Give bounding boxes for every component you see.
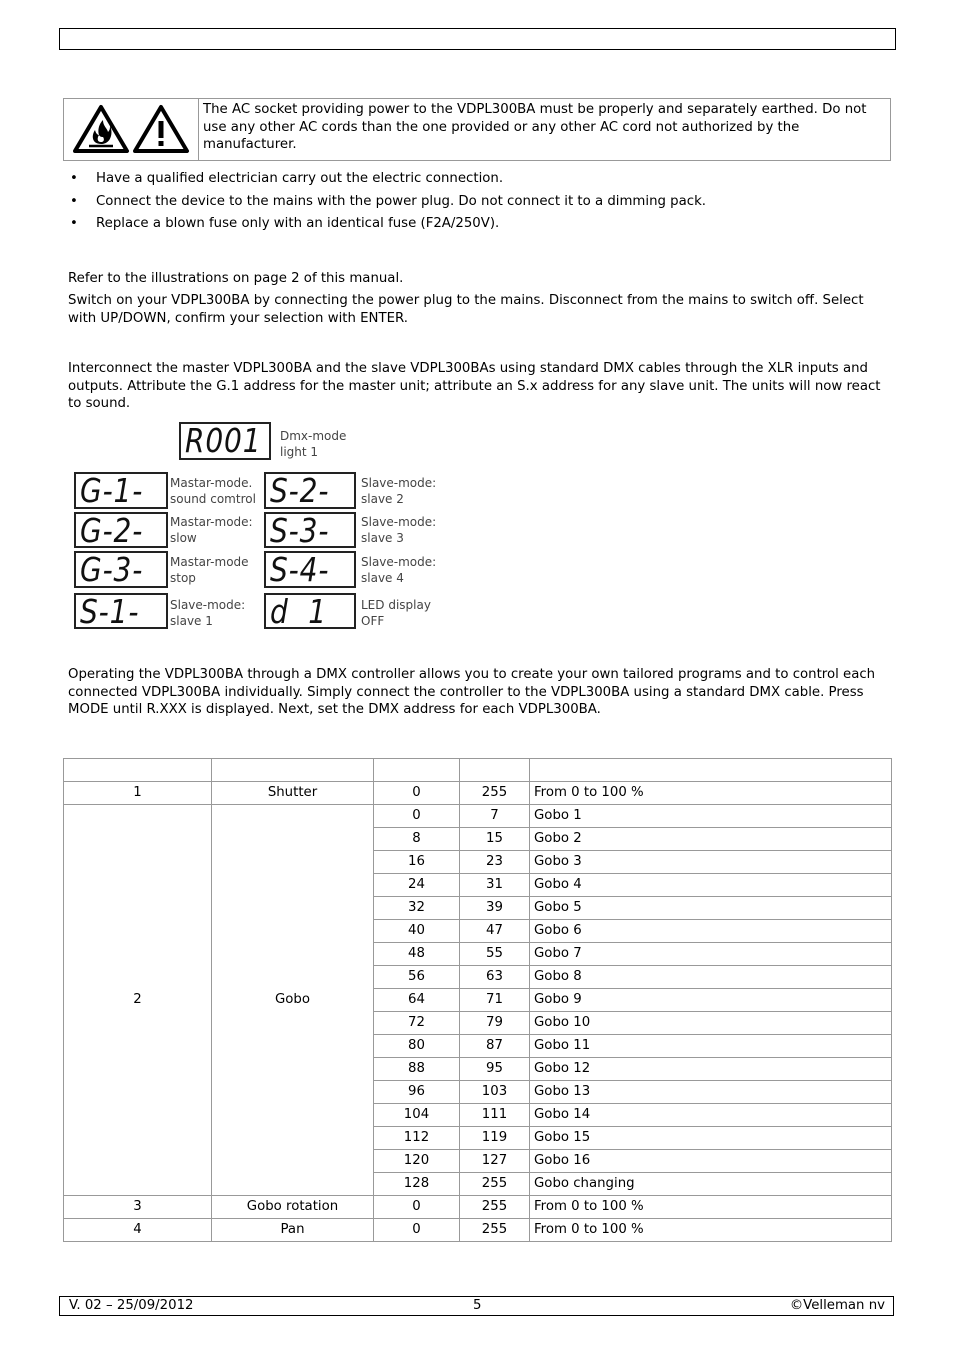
description-cell: Gobo 9 (530, 989, 892, 1012)
from-cell: 88 (374, 1058, 460, 1081)
channel-cell: 1 (64, 782, 212, 805)
to-cell: 95 (460, 1058, 530, 1081)
function-cell: Pan (212, 1219, 374, 1242)
table-row (64, 782, 892, 805)
lcd-display-s1: S-1- (74, 593, 168, 629)
from-cell: 80 (374, 1035, 460, 1058)
channel-cell: 4 (64, 1219, 212, 1242)
header-cell (64, 759, 212, 782)
from-cell: 8 (374, 828, 460, 851)
lcd-display-g3: G-3- (74, 551, 168, 588)
display-label: LED display OFF (361, 598, 431, 628)
lcd-display-g1: G-1- (74, 472, 168, 509)
to-cell: 47 (460, 920, 530, 943)
operation-instructions: Switch on your VDPL300BA by connecting the power plug to the mains. Disconnect from the mains to switch off. Select with UP/DOWN, confirm your selection with ENTER. (68, 293, 864, 326)
bullet-icon: • (70, 216, 78, 231)
lcd-display-s4: S-4- (264, 551, 356, 588)
to-cell: 15 (460, 828, 530, 851)
to-cell: 23 (460, 851, 530, 874)
to-cell: 7 (460, 805, 530, 828)
description-cell: Gobo 10 (530, 1012, 892, 1035)
display-label: Slave-mode: slave 4 (361, 555, 437, 585)
channel-cell: 3 (64, 1196, 212, 1219)
from-cell: 64 (374, 989, 460, 1012)
from-cell: 128 (374, 1173, 460, 1196)
table-row (64, 1219, 892, 1242)
description-cell: Gobo 6 (530, 920, 892, 943)
from-cell: 0 (374, 1219, 460, 1242)
dmx-channel-table (63, 758, 892, 1242)
from-cell: 0 (374, 1196, 460, 1219)
header-cell (460, 759, 530, 782)
description-cell: Gobo changing (530, 1173, 892, 1196)
to-cell: 103 (460, 1081, 530, 1104)
from-cell: 40 (374, 920, 460, 943)
exclamation-warning-icon (135, 107, 187, 151)
description-cell: Gobo 1 (530, 805, 892, 828)
lcd-display-s3: S-3- (264, 512, 356, 548)
description-cell: Gobo 5 (530, 897, 892, 920)
bullet-icon: • (70, 193, 78, 209)
description-cell: From 0 to 100 % (530, 1219, 892, 1242)
lcd-display-r001: R001 (179, 422, 271, 460)
from-cell: 72 (374, 1012, 460, 1035)
lcd-display-g2: G-2- (74, 512, 168, 548)
to-cell: 255 (460, 1196, 530, 1219)
bullet-icon: • (70, 171, 78, 186)
to-cell: 87 (460, 1035, 530, 1058)
from-cell: 120 (374, 1150, 460, 1173)
safety-bullet-list (68, 170, 888, 238)
description-cell: Gobo 3 (530, 851, 892, 874)
display-modes-illustration (72, 420, 444, 632)
list-item: • Connect the device to the mains with the power plug. Do not connect it to a dimming pack. (70, 193, 707, 209)
footer-page-number: 5 (473, 1298, 482, 1313)
display-label: Slave-mode: slave 1 (170, 598, 246, 628)
to-cell: 79 (460, 1012, 530, 1035)
description-cell: Gobo 13 (530, 1081, 892, 1104)
description-cell: Gobo 4 (530, 874, 892, 897)
operation-intro: Refer to the illustrations on page 2 of this manual. (68, 271, 404, 286)
to-cell: 31 (460, 874, 530, 897)
display-label: Mastar-mode. sound comtrol (170, 476, 256, 506)
table-row (64, 1196, 892, 1219)
warning-box (63, 98, 891, 161)
from-cell: 56 (374, 966, 460, 989)
description-cell: From 0 to 100 % (530, 1196, 892, 1219)
header-cell (212, 759, 374, 782)
from-cell: 48 (374, 943, 460, 966)
to-cell: 255 (460, 1219, 530, 1242)
description-cell: Gobo 11 (530, 1035, 892, 1058)
display-label: Mastar-mode stop (170, 555, 249, 585)
lcd-display-s2: S-2- (264, 472, 356, 509)
from-cell: 32 (374, 897, 460, 920)
description-cell: Gobo 7 (530, 943, 892, 966)
description-cell: Gobo 8 (530, 966, 892, 989)
to-cell: 111 (460, 1104, 530, 1127)
warning-text: The AC socket providing power to the VDPL300BA must be properly and separately earthed. Do not use any other AC cords than the one provided or any other AC cord not authorized by the manufacturer. (199, 99, 891, 161)
to-cell: 127 (460, 1150, 530, 1173)
to-cell: 119 (460, 1127, 530, 1150)
to-cell: 255 (460, 782, 530, 805)
to-cell: 39 (460, 897, 530, 920)
description-cell: Gobo 15 (530, 1127, 892, 1150)
function-cell: Gobo rotation (212, 1196, 374, 1219)
page-header-box (59, 28, 896, 50)
from-cell: 16 (374, 851, 460, 874)
function-cell: Gobo (212, 805, 374, 1196)
channel-cell: 2 (64, 805, 212, 1196)
header-cell (374, 759, 460, 782)
from-cell: 0 (374, 805, 460, 828)
description-cell: Gobo 14 (530, 1104, 892, 1127)
list-item: • Replace a blown fuse only with an identical fuse (F2A/250V). (70, 216, 500, 231)
from-cell: 0 (374, 782, 460, 805)
from-cell: 24 (374, 874, 460, 897)
display-label: Slave-mode: slave 2 (361, 476, 437, 506)
from-cell: 104 (374, 1104, 460, 1127)
function-cell: Shutter (212, 782, 374, 805)
footer-version: V. 02 – 25/09/2012 (69, 1298, 194, 1313)
table-row (64, 805, 892, 828)
fire-hazard-icon (75, 107, 127, 151)
list-item: • Have a qualified electrician carry out the electric connection. (70, 171, 504, 186)
table-header-row (64, 759, 892, 782)
dmx-instructions: Operating the VDPL300BA through a DMX controller allows you to create your own tailored programs and to control each connected VDPL300BA individually. Simply connect the controller to the VDPL300BA using a standard DMX cable. Press MODE until R.XXX is displayed. Next, set the DMX address for each VDPL300BA. (68, 667, 876, 717)
page-footer (59, 1296, 894, 1316)
to-cell: 63 (460, 966, 530, 989)
header-cell (530, 759, 892, 782)
lcd-display-d1: d 1 (264, 593, 356, 629)
to-cell: 71 (460, 989, 530, 1012)
master-slave-instructions: Interconnect the master VDPL300BA and the slave VDPL300BAs using standard DMX cables through the XLR inputs and outputs. Attribute the G.1 address for the master unit; attribute an S.x address for any slave unit. The units will now react to sound. (68, 361, 881, 411)
description-cell: Gobo 12 (530, 1058, 892, 1081)
to-cell: 255 (460, 1173, 530, 1196)
description-cell: Gobo 2 (530, 828, 892, 851)
description-cell: From 0 to 100 % (530, 782, 892, 805)
from-cell: 96 (374, 1081, 460, 1104)
warning-icons-cell (64, 99, 199, 161)
footer-company: ©Velleman nv (789, 1298, 885, 1313)
display-label: Slave-mode: slave 3 (361, 515, 437, 545)
description-cell: Gobo 16 (530, 1150, 892, 1173)
display-label: Dmx-mode light 1 (280, 429, 347, 459)
from-cell: 112 (374, 1127, 460, 1150)
to-cell: 55 (460, 943, 530, 966)
display-label: Mastar-mode: slow (170, 515, 253, 545)
